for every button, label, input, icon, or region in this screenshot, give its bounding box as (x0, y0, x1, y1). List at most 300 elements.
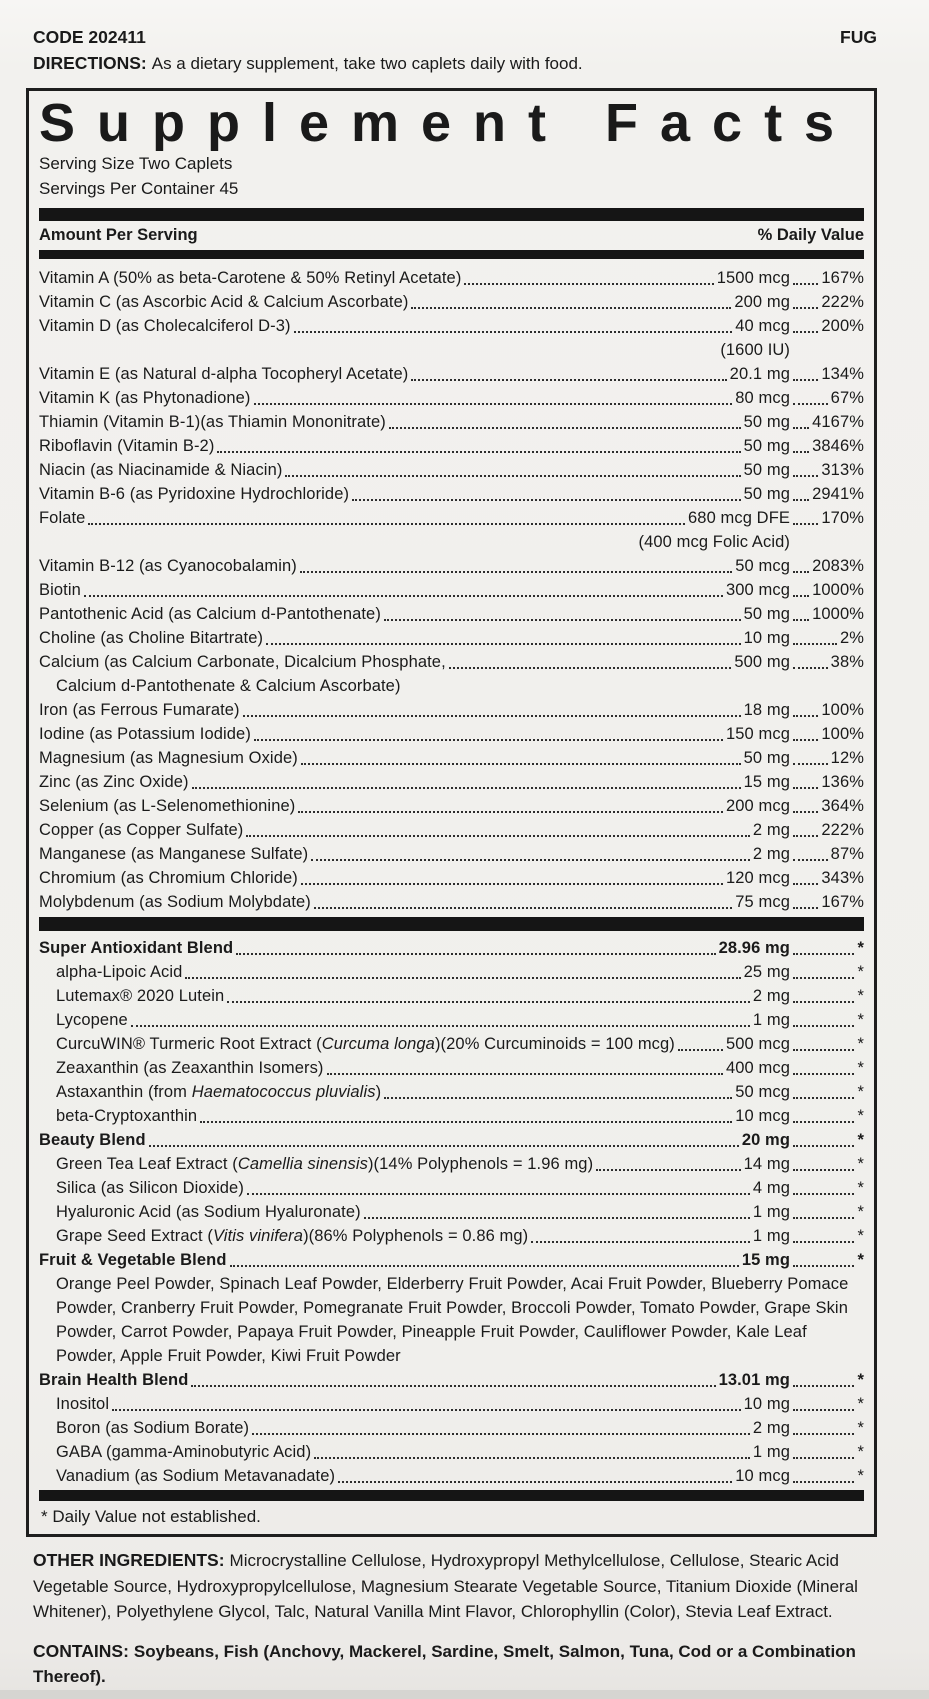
nutrient-amount: 20 mg (741, 1131, 790, 1149)
leader-dots (790, 1128, 857, 1152)
daily-value-cell (790, 770, 864, 794)
nutrient-amount: 15 mg (741, 1251, 790, 1269)
nutrient-row (39, 338, 864, 362)
leader-dots (790, 1440, 857, 1464)
daily-value: 167% (821, 893, 864, 911)
nutrient-amount: 75 mcg (735, 893, 790, 911)
leader-dots (408, 290, 734, 314)
daily-value-cell (790, 984, 864, 1008)
nutrient-row (39, 1440, 864, 1464)
leader-dots (790, 722, 821, 746)
other-ingredients-text: Microcrystalline Cellulose, Hydroxypropyl Methylcellulose, Cellulose, Stearic Acid Vegetable Source, Hydroxypropylcellulose, Magnesium Stearate Vegetable Source, Titanium Dioxide (Mineral Whitener), Polyethylene Glycol, Talc, Natural Vanilla Mint Flavor, Chlorophyllin (Color), Stevia Leaf Extract. (33, 1551, 858, 1621)
nutrient-amount: 1500 mcg (716, 269, 790, 287)
nutrient-row (39, 530, 864, 554)
nutrient-amount: 50 mg (743, 413, 790, 431)
column-header-daily-value: % Daily Value (757, 226, 864, 244)
daily-value-cell (790, 1200, 864, 1224)
nutrient-amount: 10 mcg (735, 1467, 790, 1485)
separator-bar-thick (39, 917, 864, 931)
nutrient-amount: 10 mg (743, 629, 790, 647)
daily-value: * (857, 1227, 864, 1245)
nutrient-name: Vitamin E (as Natural d-alpha Tocopheryl Acetate) (39, 365, 409, 383)
daily-value-cell (790, 482, 864, 506)
column-header-amount: Amount Per Serving (39, 226, 198, 244)
nutrient-amount: 400 mcg (726, 1059, 790, 1077)
nutrient-name: Iodine (as Potassium Iodide) (39, 725, 251, 743)
column-header-row (39, 223, 864, 248)
nutrient-amount: 15 mg (743, 773, 790, 791)
daily-value: 364% (821, 797, 864, 815)
leader-dots (790, 674, 864, 698)
nutrient-amount: 13.01 mg (718, 1371, 790, 1389)
nutrient-name: Calcium d-Pantothenate & Calcium Ascorbate) (56, 677, 401, 695)
daily-value: 222% (821, 821, 864, 839)
nutrient-name: Selenium (as L-Selenomethionine) (39, 797, 296, 815)
daily-value: * (857, 1059, 864, 1077)
daily-value: 313% (821, 461, 864, 479)
nutrient-row (39, 1200, 864, 1224)
leader-dots (790, 1176, 857, 1200)
leader-dots (790, 266, 821, 290)
nutrient-row (39, 1080, 864, 1104)
leader-dots (790, 1248, 857, 1272)
nutrient-amount: 300 mcg (726, 581, 790, 599)
daily-value: * (857, 1467, 864, 1485)
nutrient-row (39, 1056, 864, 1080)
nutrient-name: Chromium (as Chromium Chloride) (39, 869, 298, 887)
daily-value: * (857, 1131, 864, 1149)
nutrient-amount: 680 mcg DFE (688, 509, 790, 527)
leader-dots (282, 458, 743, 482)
daily-value-cell (790, 794, 864, 818)
nutrient-name: Vitamin B-6 (as Pyridoxine Hydrochloride) (39, 485, 350, 503)
leader-dots (244, 1176, 753, 1200)
daily-value: 167% (821, 269, 864, 287)
directions-label: DIRECTIONS: (33, 53, 147, 73)
contains-label: CONTAINS: (33, 1640, 129, 1661)
nutrient-name: Vitamin B-12 (as Cyanocobalamin) (39, 557, 297, 575)
daily-value: 4167% (812, 413, 864, 431)
daily-value: * (857, 1443, 864, 1461)
nutrient-row (39, 674, 864, 698)
daily-value-cell (790, 506, 864, 530)
daily-value: 2083% (812, 557, 864, 575)
daily-value-cell (790, 1056, 864, 1080)
nutrient-name: alpha-Lipoic Acid (56, 963, 183, 981)
leader-dots (182, 960, 743, 984)
leader-dots (243, 818, 753, 842)
leader-dots (446, 650, 735, 674)
leader-dots (790, 1152, 857, 1176)
other-ingredients-label: OTHER INGREDIENTS: (33, 1550, 225, 1570)
leader-dots (790, 1200, 857, 1224)
daily-value-cell (790, 746, 864, 770)
nutrient-name: Pantothenic Acid (as Calcium d-Pantothenate) (39, 605, 381, 623)
leader-dots (39, 530, 639, 554)
daily-value: * (857, 1035, 864, 1053)
daily-value-cell (790, 410, 864, 434)
daily-value-cell (790, 338, 864, 362)
leader-dots (295, 794, 726, 818)
nutrient-name: Zeaxanthin (as Zeaxanthin Isomers) (56, 1059, 324, 1077)
leader-dots (790, 1008, 857, 1032)
daily-value: 2941% (812, 485, 864, 503)
leader-dots (790, 362, 821, 386)
leader-dots (790, 410, 812, 434)
nutrient-name: GABA (gamma-Aminobutyric Acid) (56, 1443, 312, 1461)
nutrient-amount: 120 mcg (726, 869, 790, 887)
leader-dots (593, 1152, 743, 1176)
daily-value: * (857, 1371, 864, 1389)
contains-statement (33, 1639, 867, 1690)
leader-dots (381, 1080, 735, 1104)
daily-value-cell (790, 458, 864, 482)
nutrient-name: Folate (39, 509, 86, 527)
nutrient-name: beta-Cryptoxanthin (56, 1107, 198, 1125)
leader-dots (401, 674, 790, 698)
nutrient-name: Iron (as Ferrous Fumarate) (39, 701, 240, 719)
nutrient-row (39, 842, 864, 866)
daily-value: 170% (821, 509, 864, 527)
nutrient-amount: 1 mg (752, 1203, 790, 1221)
nutrient-row (39, 1008, 864, 1032)
directions (0, 50, 929, 75)
nutrient-name: Fruit & Vegetable Blend (39, 1251, 227, 1269)
daily-value: * (857, 1107, 864, 1125)
nutrient-name: Manganese (as Manganese Sulfate) (39, 845, 309, 863)
daily-value-cell (790, 722, 864, 746)
daily-value-cell (790, 626, 864, 650)
nutrient-amount: 50 mg (743, 749, 790, 767)
nutrient-name: Vitamin D (as Cholecalciferol D-3) (39, 317, 291, 335)
daily-value-cell (790, 650, 864, 674)
nutrient-name: Brain Health Blend (39, 1371, 189, 1389)
daily-value-cell (790, 1032, 864, 1056)
nutrient-amount: 1 mg (752, 1227, 790, 1245)
nutrient-amount: (400 mcg Folic Acid) (638, 533, 790, 551)
daily-value: 343% (821, 869, 864, 887)
daily-value-cell (790, 1008, 864, 1032)
nutrient-amount: 200 mg (734, 293, 790, 311)
nutrient-row (39, 458, 864, 482)
leader-dots (109, 1392, 744, 1416)
nutrient-row (39, 1224, 864, 1248)
nutrient-row (39, 290, 864, 314)
nutrient-name: Magnesium (as Magnesium Oxide) (39, 749, 298, 767)
panel-title: Supplement Facts (39, 95, 857, 151)
serving-size: Serving Size Two Caplets (39, 154, 233, 173)
leader-dots (790, 338, 864, 362)
leader-dots (790, 506, 821, 530)
daily-value: 87% (830, 845, 864, 863)
nutrient-row (39, 434, 864, 458)
nutrient-name: Astaxanthin (from Haematococcus pluvialis) (56, 1083, 382, 1101)
daily-value-cell (790, 936, 864, 960)
nutrient-row (39, 770, 864, 794)
daily-value-cell (790, 434, 864, 458)
daily-value-cell (790, 1224, 864, 1248)
nutrient-row (39, 698, 864, 722)
nutrient-row (39, 1464, 864, 1488)
nutrient-name: Niacin (as Niacinamide & Niacin) (39, 461, 283, 479)
daily-value-cell (790, 1416, 864, 1440)
nutrient-row (39, 650, 864, 674)
leader-dots (790, 602, 812, 626)
nutrient-name: Biotin (39, 581, 81, 599)
nutrient-name: Riboflavin (Vitamin B-2) (39, 437, 215, 455)
nutrient-row (39, 1248, 864, 1272)
daily-value-cell (790, 1464, 864, 1488)
daily-value: * (857, 939, 864, 957)
nutrient-row (39, 1272, 864, 1368)
nutrient-row (39, 1128, 864, 1152)
nutrient-row (39, 866, 864, 890)
leader-dots (528, 1224, 753, 1248)
leader-dots (361, 1200, 753, 1224)
daily-value: 38% (830, 653, 864, 671)
nutrient-name: Copper (as Copper Sulfate) (39, 821, 244, 839)
daily-value: * (857, 1155, 864, 1173)
nutrient-row (39, 794, 864, 818)
daily-value-cell (790, 674, 864, 698)
daily-value: 12% (830, 749, 864, 767)
daily-value-cell (790, 578, 864, 602)
leader-dots (790, 890, 821, 914)
nutrient-amount: 2 mg (752, 987, 790, 1005)
plant-code: FUG (840, 27, 877, 47)
nutrient-name: Green Tea Leaf Extract (Camellia sinensis)(14% Polyphenols = 1.96 mg) (56, 1155, 594, 1173)
daily-value: 100% (821, 725, 864, 743)
nutrient-amount: 80 mcg (735, 389, 790, 407)
leader-dots (233, 936, 718, 960)
nutrient-row (39, 722, 864, 746)
daily-value-cell (790, 554, 864, 578)
nutrient-amount: 20.1 mg (729, 365, 790, 383)
nutrient-name: Super Antioxidant Blend (39, 939, 234, 957)
daily-value: * (857, 987, 864, 1005)
nutrient-name: Inositol (56, 1395, 110, 1413)
nutrient-row (39, 960, 864, 984)
footnote: * Daily Value not established. (41, 1507, 261, 1526)
separator-bar-thick (39, 1490, 864, 1501)
nutrient-amount: 4 mg (752, 1179, 790, 1197)
leader-dots (349, 482, 744, 506)
leader-dots (381, 602, 744, 626)
label-header (0, 0, 929, 48)
nutrient-row (39, 602, 864, 626)
daily-value-cell (790, 1080, 864, 1104)
nutrient-row (39, 1416, 864, 1440)
nutrient-name: Hyaluronic Acid (as Sodium Hyaluronate) (56, 1203, 361, 1221)
nutrient-name: Choline (as Choline Bitartrate) (39, 629, 264, 647)
contains-text: Soybeans, Fish (Anchovy, Mackerel, Sardine, Smelt, Salmon, Tuna, Cod or a Combination Thereof). (33, 1641, 856, 1686)
daily-value-cell (790, 698, 864, 722)
daily-value-cell (790, 1248, 864, 1272)
leader-dots (790, 1416, 857, 1440)
leader-dots (790, 1392, 857, 1416)
nutrient-row (39, 578, 864, 602)
leader-dots (790, 458, 821, 482)
leader-dots (790, 746, 831, 770)
daily-value-cell (790, 266, 864, 290)
daily-value: 2% (839, 629, 864, 647)
leader-dots (224, 984, 753, 1008)
daily-value: * (857, 1011, 864, 1029)
leader-dots (249, 1416, 753, 1440)
daily-value: * (857, 1395, 864, 1413)
daily-value: 3846% (812, 437, 864, 455)
daily-value-cell (790, 1152, 864, 1176)
daily-value: 1000% (812, 581, 864, 599)
leader-dots (790, 1104, 857, 1128)
daily-value-cell (790, 362, 864, 386)
leader-dots (790, 290, 821, 314)
leader-dots (291, 314, 736, 338)
nutrient-amount: 2 mg (752, 821, 790, 839)
leader-dots (298, 746, 744, 770)
separator-bar-medium (39, 250, 864, 259)
leader-dots (675, 1032, 726, 1056)
leader-dots (790, 530, 864, 554)
leader-dots (790, 770, 821, 794)
code-number: CODE 202411 (33, 27, 146, 47)
daily-value-cell (790, 1368, 864, 1392)
daily-value-cell (790, 960, 864, 984)
leader-dots (790, 1080, 857, 1104)
nutrient-amount: 2 mg (752, 845, 790, 863)
nutrient-row (39, 890, 864, 914)
nutrient-row (39, 506, 864, 530)
nutrient-row (39, 818, 864, 842)
nutrient-name: Silica (as Silicon Dioxide) (56, 1179, 244, 1197)
nutrient-amount: 50 mcg (735, 557, 790, 575)
leader-dots (81, 578, 726, 602)
leader-dots (790, 794, 821, 818)
leader-dots (251, 386, 736, 410)
nutrient-name: Lutemax® 2020 Lutein (56, 987, 225, 1005)
daily-value-cell (790, 1176, 864, 1200)
leader-dots (790, 1032, 857, 1056)
blends-section (39, 936, 864, 1488)
daily-value: 200% (821, 317, 864, 335)
nutrient-amount: 25 mg (743, 963, 790, 981)
daily-value: * (857, 1251, 864, 1269)
leader-dots (311, 890, 735, 914)
daily-value: 134% (821, 365, 864, 383)
nutrient-name: Beauty Blend (39, 1131, 146, 1149)
leader-dots (790, 818, 821, 842)
nutrient-row (39, 266, 864, 290)
leader-dots (324, 1056, 726, 1080)
label-bottom-edge (0, 1690, 929, 1699)
daily-value-cell (790, 1440, 864, 1464)
nutrient-name: Vitamin K (as Phytonadione) (39, 389, 251, 407)
leader-dots (790, 1368, 857, 1392)
daily-value-cell (790, 386, 864, 410)
daily-value: * (857, 963, 864, 981)
nutrient-row (39, 554, 864, 578)
nutrient-amount: 10 mcg (735, 1107, 790, 1125)
daily-value: * (857, 1083, 864, 1101)
nutrient-amount: 50 mcg (735, 1083, 790, 1101)
leader-dots (408, 362, 729, 386)
daily-value: 1000% (812, 605, 864, 623)
nutrient-row (39, 746, 864, 770)
leader-dots (790, 1056, 857, 1080)
daily-value: 100% (821, 701, 864, 719)
daily-value-cell (790, 602, 864, 626)
nutrient-name: Lycopene (56, 1011, 128, 1029)
nutrient-row (39, 1176, 864, 1200)
nutrient-row (39, 1104, 864, 1128)
nutrient-amount: 200 mcg (726, 797, 790, 815)
daily-value: * (857, 1419, 864, 1437)
leader-dots (298, 866, 726, 890)
nutrient-amount: 150 mcg (726, 725, 790, 743)
other-ingredients (33, 1548, 867, 1625)
leader-dots (790, 314, 821, 338)
leader-dots (128, 1008, 753, 1032)
leader-dots (386, 410, 744, 434)
daily-value: 136% (821, 773, 864, 791)
daily-value: 222% (821, 293, 864, 311)
leader-dots (189, 770, 744, 794)
nutrient-amount: 40 mcg (735, 317, 790, 335)
nutrient-row (39, 1368, 864, 1392)
nutrient-amount: 1 mg (752, 1443, 790, 1461)
nutrient-amount: 14 mg (743, 1155, 790, 1173)
nutrient-name: CurcuWIN® Turmeric Root Extract (Curcuma longa)(20% Curcuminoids = 100 mcg) (56, 1035, 675, 1053)
leader-dots (790, 960, 857, 984)
leader-dots (188, 1368, 718, 1392)
leader-dots (790, 936, 857, 960)
nutrient-row (39, 1032, 864, 1056)
leader-dots (39, 338, 720, 362)
nutrient-row (39, 362, 864, 386)
leader-dots (461, 266, 716, 290)
leader-dots (214, 434, 743, 458)
nutrient-amount: 50 mg (743, 485, 790, 503)
vitamins-minerals-section (39, 266, 864, 914)
nutrient-name: Zinc (as Zinc Oxide) (39, 773, 189, 791)
daily-value: * (857, 1179, 864, 1197)
leader-dots (297, 554, 735, 578)
daily-value-cell (790, 866, 864, 890)
nutrient-name: Thiamin (Vitamin B-1)(as Thiamin Mononitrate) (39, 413, 386, 431)
daily-value-cell (790, 314, 864, 338)
daily-value-cell (790, 290, 864, 314)
daily-value-cell (790, 530, 864, 554)
leader-dots (251, 722, 726, 746)
leader-dots (311, 1440, 753, 1464)
nutrient-row (39, 626, 864, 650)
nutrient-amount: 50 mg (743, 437, 790, 455)
leader-dots (308, 842, 753, 866)
leader-dots (790, 1464, 857, 1488)
nutrient-row (39, 386, 864, 410)
supplement-facts-panel (26, 88, 877, 1537)
leader-dots (790, 866, 821, 890)
nutrient-amount: 1 mg (752, 1011, 790, 1029)
nutrient-name: Orange Peel Powder, Spinach Leaf Powder, Elderberry Fruit Powder, Acai Fruit Powder, Blueberry Pomace Powder, Cranberry Fruit Powder, Pomegranate Fruit Powder, Broccoli Powder, Tomato Powder, Grape Skin Powder, Carrot Powder, Papaya Fruit Powder, Pineapple Fruit Powder, Cauliflower Powder, Kale Leaf Powder, Apple Fruit Powder, Kiwi Fruit Powder (56, 1275, 849, 1365)
leader-dots (790, 1224, 857, 1248)
leader-dots (85, 506, 688, 530)
leader-dots (790, 386, 831, 410)
daily-value-cell (790, 1392, 864, 1416)
leader-dots (790, 434, 812, 458)
leader-dots (790, 554, 812, 578)
daily-value-cell (790, 842, 864, 866)
